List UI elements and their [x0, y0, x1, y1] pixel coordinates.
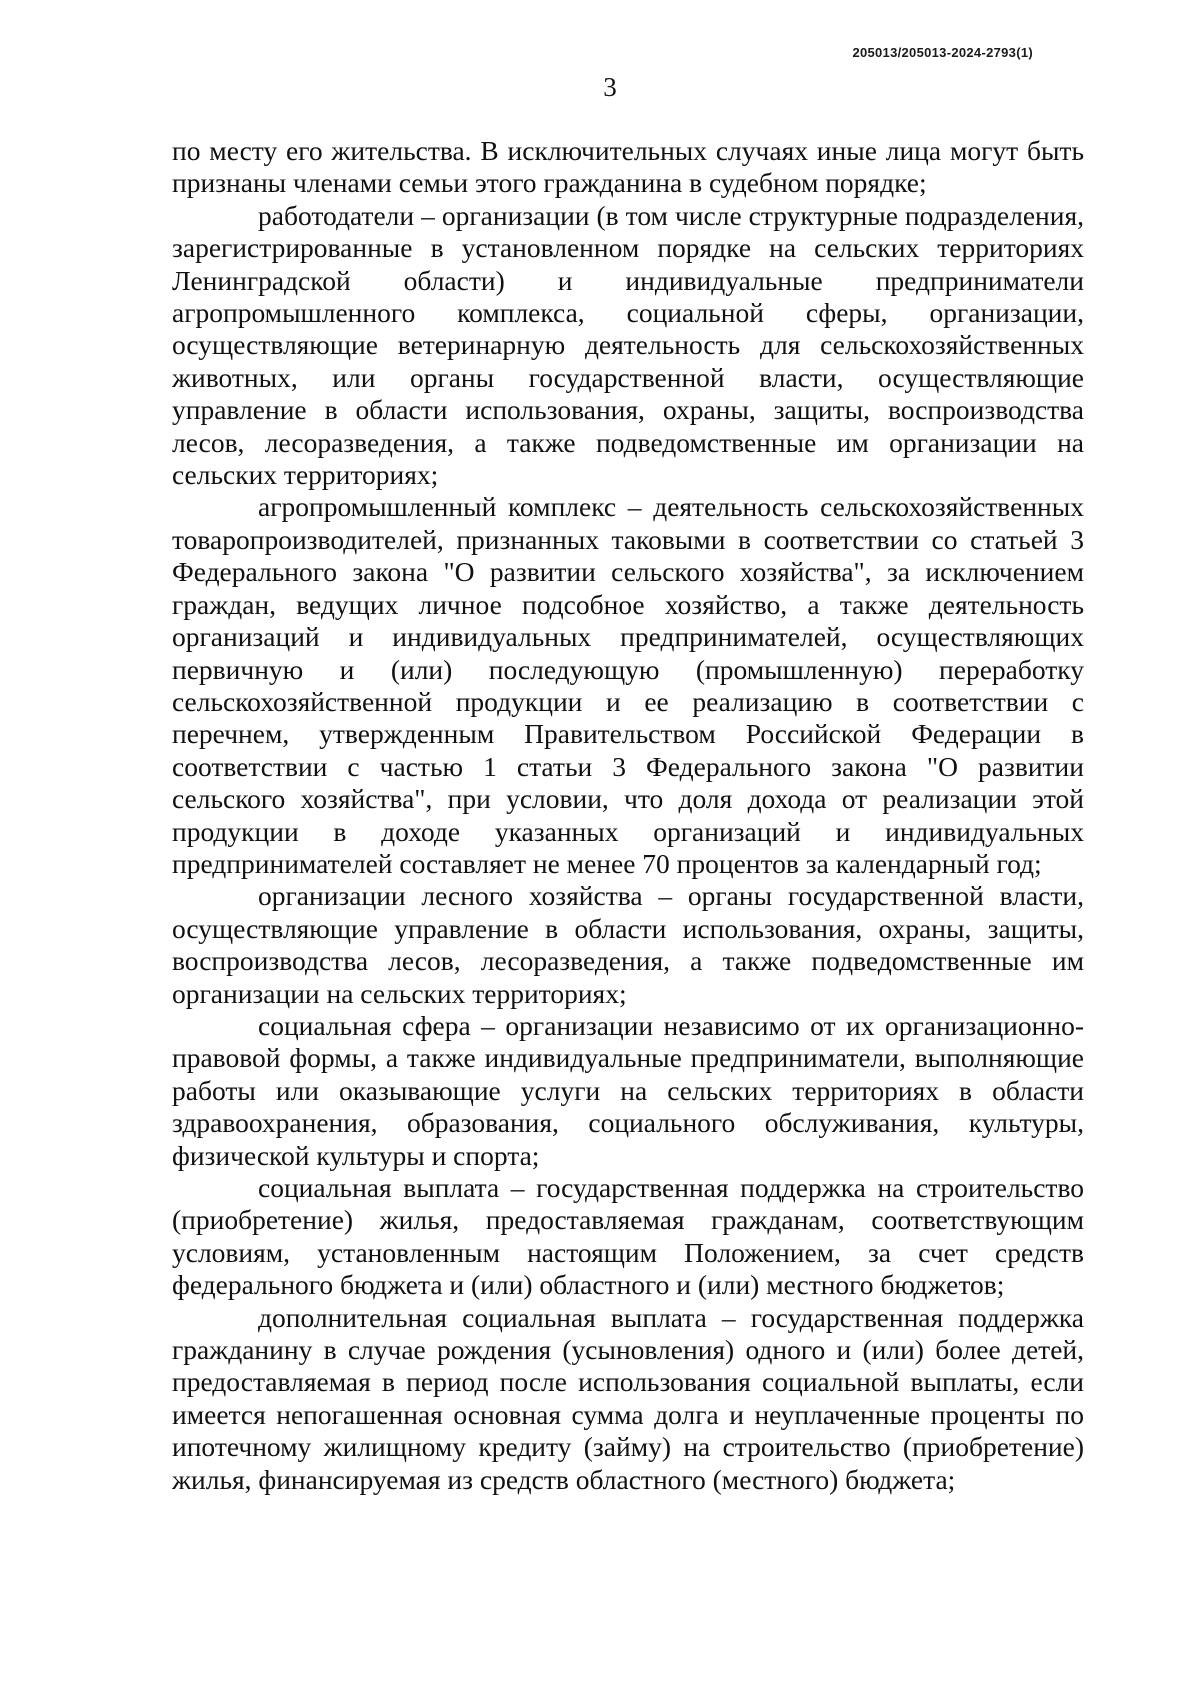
paragraph-social-payment-definition: социальная выплата – государственная поддержка на строительство (приобретение) жилья, предоставляемая гражданам, соответствующим условиям, установленным настоящим Положением, за счет средств федерального бюджета и (или) областного и (или) местного бюджетов;: [172, 1172, 1084, 1301]
paragraph-additional-social-payment-definition: дополнительная социальная выплата – государственная поддержка гражданину в случае рождения (усыновления) одного и (или) более детей, предоставляемая в период после использования социальной выплаты, если имеется непогашенная основная сумма долга и неуплаченные проценты по ипотечному жилищному кредиту (займу) на строительство (приобретение) жилья, финансируемая из средств областного (местного) бюджета;: [172, 1301, 1084, 1495]
paragraph-employers-definition: работодатели – организации (в том числе структурные подразделения, зарегистрированные в установленном порядке на сельских территориях Ленинградской области) и индивидуальные предприниматели агропромышленного комплекса, социальной сферы, организации, осуществляющие ветеринарную деятельность для сельскохозяйственных животных, или органы государственной власти, осуществляющие управление в области использования, охраны, защиты, воспроизводства лесов, лесоразведения, а также подведомственные им организации на сельских территориях;: [172, 199, 1084, 491]
paragraph-forestry-organizations-definition: организации лесного хозяйства – органы государственной власти, осуществляющие управление в области использования, охраны, защиты, воспроизводства лесов, лесоразведения, а также подведомственные им организации на сельских территориях;: [172, 880, 1084, 1009]
document-body: [172, 135, 1084, 1496]
document-registration-number: 205013/205013-2024-2793(1): [852, 45, 1033, 60]
page-number: 3: [603, 72, 617, 102]
paragraph-agro-complex-definition: агропромышленный комплекс – деятельность сельскохозяйственных товаропроизводителей, признанных таковыми в соответствии со статьей 3 Федерального закона "О развитии сельского хозяйства", за исключением граждан, ведущих личное подсобное хозяйство, а также деятельность организаций и индивидуальных предпринимателей, осуществляющих первичную и (или) последующую (промышленную) переработку сельскохозяйственной продукции и ее реализацию в соответствии с перечнем, утвержденным Правительством Российской Федерации в соответствии с частью 1 статьи 3 Федерального закона "О развитии сельского хозяйства", при условии, что доля дохода от реализации этой продукции в доходе указанных организаций и индивидуальных предпринимателей составляет не менее 70 процентов за календарный год;: [172, 491, 1084, 879]
paragraph-continuation: по месту его жительства. В исключительных случаях иные лица могут быть признаны членами семьи этого гражданина в судебном порядке;: [172, 135, 1084, 199]
paragraph-social-sphere-definition: социальная сфера – организации независимо от их организационно-правовой формы, а также индивидуальные предприниматели, выполняющие работы или оказывающие услуги на сельских территориях в области здравоохранения, образования, социального обслуживания, культуры, физической культуры и спорта;: [172, 1009, 1084, 1171]
